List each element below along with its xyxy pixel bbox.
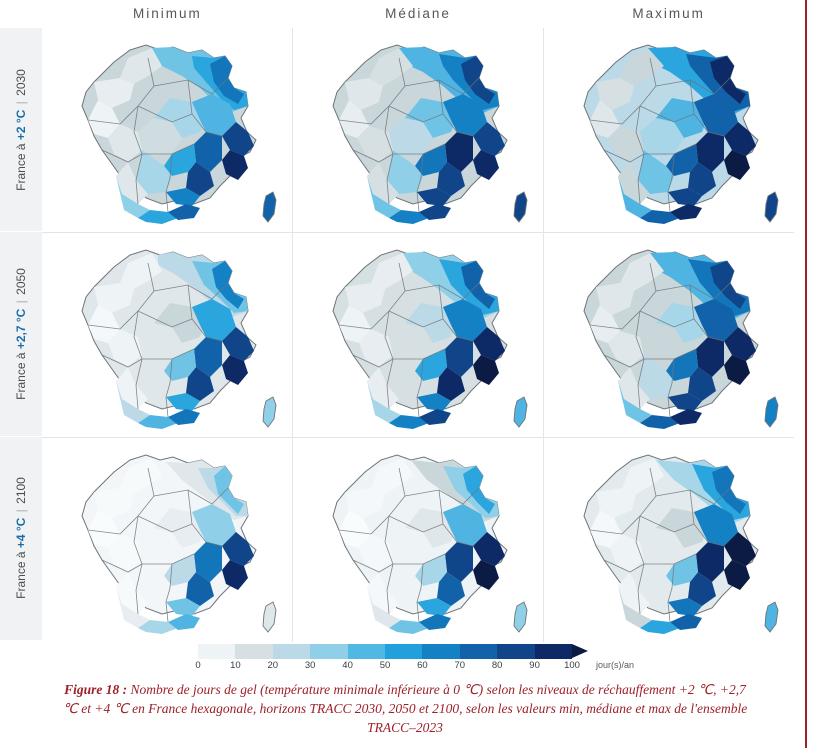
- figure-caption-text: Nombre de jours de gel (température minimale inférieure à 0 ℃) selon les niveaux de réchauffement +2 ℃, +2,7 ℃ et +4 ℃ en France hexagonale, horizons TRACC 2030, 2050 et 2100, selon les valeurs min, médiane et max de l'ensemble TRACC–2023: [62, 682, 748, 735]
- row-label-separator-2050: |: [14, 300, 28, 304]
- corsica: [514, 397, 527, 427]
- france-mainland: [333, 250, 507, 429]
- colorbar-arrow: [572, 644, 588, 658]
- map-2050-mediane: [293, 233, 544, 437]
- france-map-svg: [42, 28, 292, 232]
- map-2050-maximum: [544, 233, 794, 437]
- france-mainland: [82, 250, 256, 429]
- france-mainland: [584, 250, 758, 429]
- colorbar-ticks: [195, 660, 580, 674]
- column-header-mediane: Médiane: [385, 6, 451, 21]
- colorbar-tick-70: 70: [454, 660, 466, 671]
- column-header-maximum: Maximum: [632, 6, 705, 21]
- figure-caption-label: Figure 18 :: [64, 682, 128, 697]
- row-label-warming-2050: +2,7 °C: [14, 308, 28, 350]
- map-2050-minimum: [42, 233, 293, 437]
- colorbar-swatch-8: [497, 644, 534, 659]
- corsica: [263, 397, 276, 427]
- colorbar-swatch-3: [310, 644, 347, 659]
- map-2030-mediane: [293, 28, 544, 232]
- corsica: [263, 192, 276, 222]
- france-map-svg: [293, 28, 543, 232]
- france-map-svg: [544, 28, 794, 232]
- colorbar-tick-30: 30: [304, 660, 316, 671]
- row-label-horizon-2100: 2100: [14, 477, 28, 505]
- corsica: [765, 602, 778, 632]
- column-header-row: [42, 0, 794, 28]
- corsica: [514, 192, 527, 222]
- france-map-svg: [544, 233, 794, 437]
- colorbar-swatch-5: [385, 644, 422, 659]
- row-label-scenario-2050: France à: [14, 352, 28, 400]
- colorbar-tick-40: 40: [342, 660, 353, 671]
- france-mainland: [82, 45, 256, 224]
- france-mainland: [82, 455, 256, 634]
- row-label-scenario-2100: France à: [14, 551, 28, 600]
- corsica: [765, 397, 778, 427]
- colorbar-tick-100: 100: [564, 660, 580, 671]
- column-header-minimum: Minimum: [132, 6, 202, 21]
- map-grid: [42, 0, 794, 640]
- row-label-horizon-2050: 2050: [14, 268, 28, 295]
- row-label-separator-2100: |: [14, 509, 28, 513]
- france-mainland: [333, 455, 507, 634]
- colorbar-tick-20: 20: [267, 660, 279, 671]
- france-mainland: [333, 45, 507, 224]
- colorbar-swatch-0: [198, 644, 235, 659]
- france-map-svg: [42, 233, 292, 437]
- france-map-svg: [293, 233, 543, 437]
- colorbar-swatch-4: [348, 644, 385, 659]
- colorbar-swatch-7: [460, 644, 497, 659]
- france-mainland: [584, 455, 758, 634]
- map-row-2030: [42, 28, 794, 233]
- row-label-separator-2030: |: [14, 100, 28, 104]
- colorbar-tick-80: 80: [491, 660, 503, 671]
- row-label-2050: [0, 232, 42, 436]
- colorbar-tick-0: 0: [195, 660, 201, 671]
- map-row-2100: [42, 438, 794, 642]
- corsica: [514, 602, 527, 632]
- figure-caption: [60, 680, 750, 737]
- colorbar-swatch-2: [273, 644, 310, 659]
- map-2030-maximum: [544, 28, 794, 232]
- row-label-column: [0, 28, 42, 640]
- row-label-scenario-2030: France à: [14, 143, 28, 191]
- map-2100-minimum: [42, 438, 293, 642]
- row-label-warming-2100: +4 °C: [14, 517, 28, 549]
- colorbar-tick-90: 90: [529, 660, 540, 671]
- map-2030-minimum: [42, 28, 293, 232]
- page-rule: [805, 0, 807, 748]
- map-2100-maximum: [544, 438, 794, 642]
- map-rows: [42, 28, 794, 640]
- france-map-svg: [544, 438, 794, 642]
- colorbar-swatch-9: [535, 644, 572, 659]
- colorbar-tick-50: 50: [379, 660, 391, 671]
- row-label-warming-2030: +2 °C: [14, 109, 28, 140]
- colorbar-tick-10: 10: [230, 660, 241, 671]
- row-label-horizon-2030: 2030: [14, 68, 28, 96]
- colorbar-swatch-6: [422, 644, 459, 659]
- france-mainland: [584, 45, 758, 224]
- map-2100-mediane: [293, 438, 544, 642]
- colorbar-legend: [0, 644, 813, 678]
- colorbar-swatch-1: [235, 644, 272, 659]
- colorbar: [198, 644, 572, 659]
- france-map-svg: [293, 438, 543, 642]
- colorbar-unit-label: jour(s)/an: [596, 660, 635, 670]
- corsica: [765, 192, 778, 222]
- france-map-svg: [42, 438, 292, 642]
- row-label-2030: [0, 28, 42, 232]
- map-row-2050: [42, 233, 794, 438]
- row-label-2100: [0, 437, 42, 640]
- colorbar-tick-60: 60: [417, 660, 428, 671]
- corsica: [263, 602, 276, 632]
